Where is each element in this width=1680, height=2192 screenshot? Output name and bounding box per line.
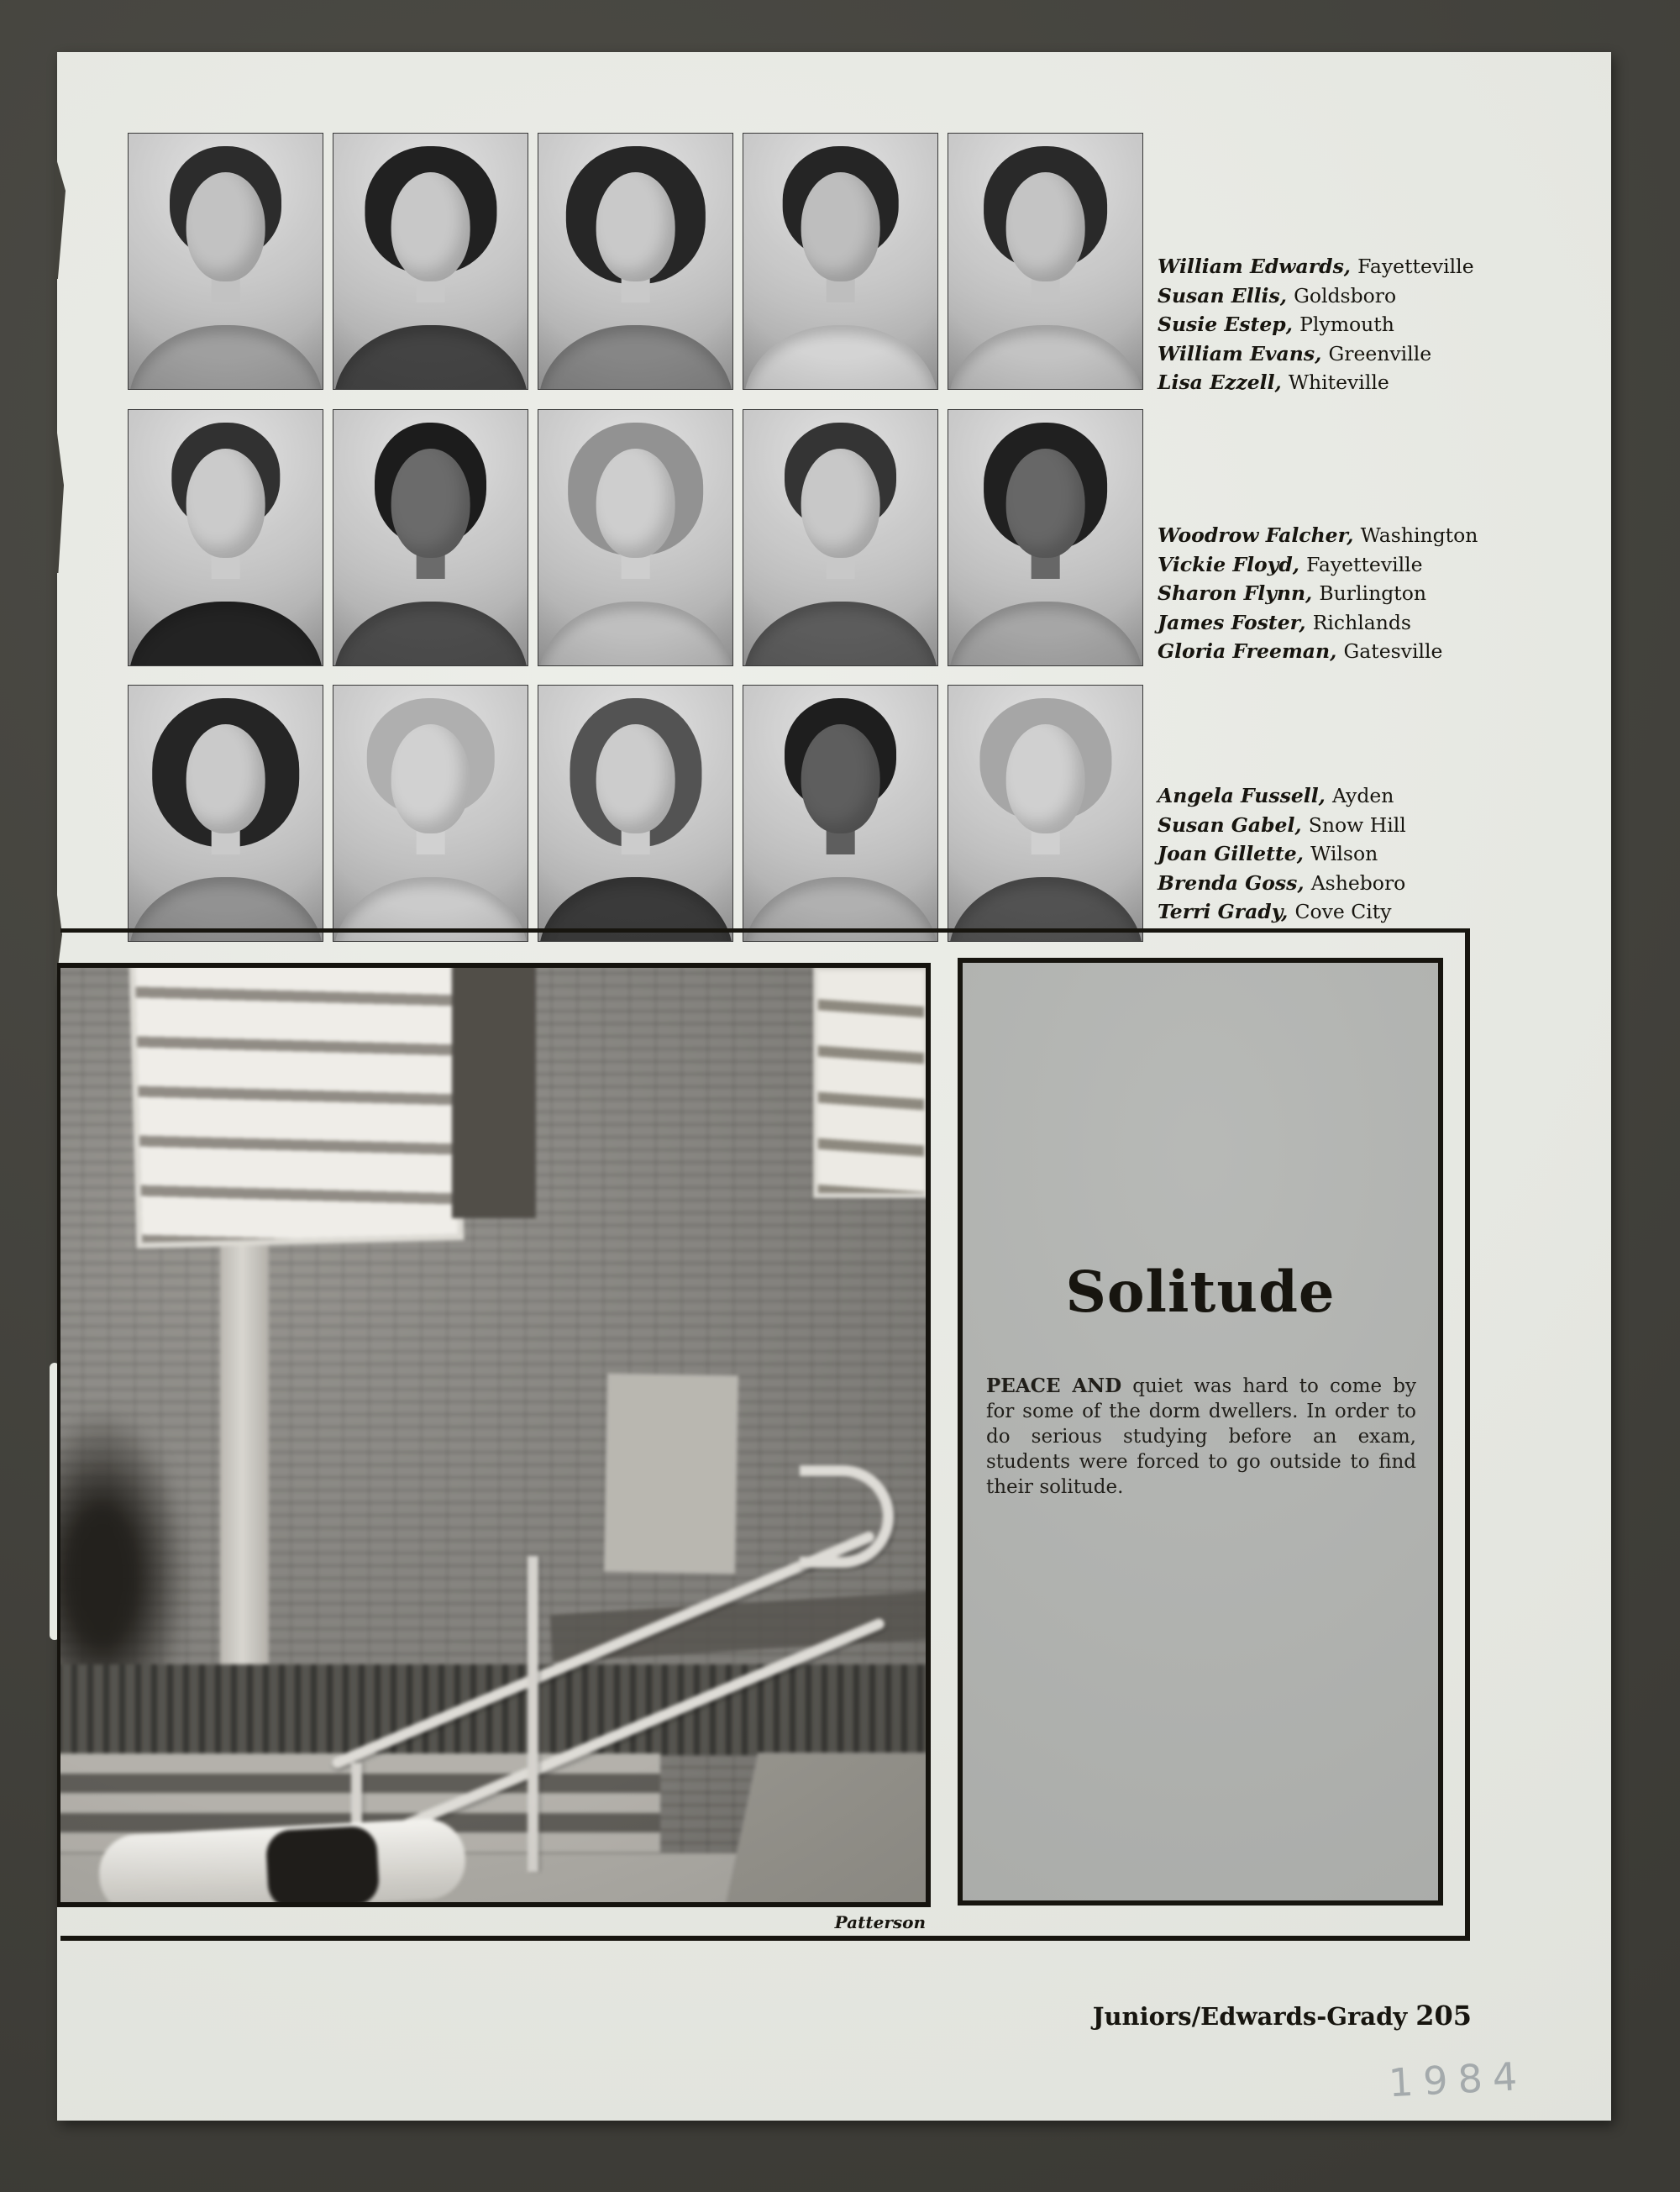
student-entry: [1158, 839, 1611, 869]
photo-credit: Patterson: [834, 1912, 926, 1932]
student-city: Cove City: [1294, 900, 1392, 923]
page-number: 205: [1415, 2000, 1472, 2032]
portrait-photo: [333, 409, 528, 666]
student-name: Woodrow Falcher,: [1158, 523, 1361, 547]
student-name: William Edwards,: [1158, 255, 1358, 278]
photo-vignette: [60, 968, 926, 1902]
student-entry: [1158, 869, 1611, 898]
portrait-vignette: [743, 410, 937, 665]
portrait-photo: [128, 685, 323, 942]
portrait-vignette: [333, 134, 528, 389]
student-city: Fayetteville: [1306, 552, 1423, 576]
student-city: Burlington: [1319, 581, 1426, 605]
student-city: Fayetteville: [1357, 255, 1474, 278]
portrait-photo: [333, 133, 528, 390]
portrait-photo: [538, 133, 733, 390]
portrait-photo: [743, 133, 938, 390]
student-city: Whiteville: [1288, 371, 1389, 394]
campus-photo: [57, 963, 931, 1907]
student-name: James Foster,: [1158, 610, 1313, 634]
student-name: Vickie Floyd,: [1158, 552, 1307, 576]
student-entry: [1158, 637, 1611, 666]
student-entry: [1158, 339, 1611, 369]
portrait-photo: [128, 133, 323, 390]
portrait-photo: [538, 409, 733, 666]
portrait-photo: [743, 409, 938, 666]
student-city: Wilson: [1310, 842, 1378, 865]
student-name: Susie Estep,: [1158, 313, 1300, 336]
portrait-vignette: [333, 410, 528, 665]
student-name: Sharon Flynn,: [1158, 581, 1320, 605]
student-city: Greenville: [1328, 341, 1432, 365]
portrait-vignette: [129, 410, 323, 665]
student-entry: [1158, 550, 1611, 580]
student-name: William Evans,: [1158, 341, 1329, 365]
student-name: Susan Gabel,: [1158, 812, 1309, 837]
portrait-vignette: [538, 410, 732, 665]
torn-edge-artifact: [55, 413, 64, 573]
portrait-vignette: [948, 686, 1142, 941]
portrait-photo: [743, 685, 938, 942]
portrait-vignette: [129, 686, 323, 941]
portrait-vignette: [538, 134, 732, 389]
student-city: Asheboro: [1310, 870, 1406, 895]
student-name: Angela Fussell,: [1158, 784, 1333, 807]
portrait-photo: [333, 685, 528, 942]
student-city: Gatesville: [1343, 639, 1443, 663]
yearbook-page: [57, 52, 1611, 2121]
student-city: Washington: [1360, 523, 1478, 547]
student-entry: [1158, 310, 1611, 339]
portrait-vignette: [948, 410, 1142, 665]
name-list-row-1: [1158, 252, 1611, 397]
torn-edge-artifact: [55, 153, 66, 279]
student-entry: [1158, 897, 1611, 927]
portrait-vignette: [333, 686, 528, 941]
feature-title: Solitude: [1065, 1259, 1336, 1325]
student-name: Terri Grady,: [1158, 900, 1295, 923]
student-entry: [1158, 781, 1611, 811]
portrait-vignette: [538, 686, 732, 941]
student-entry: [1158, 281, 1611, 311]
name-list-row-2: [1158, 521, 1611, 666]
handwritten-year-note: 1984: [1387, 2053, 1529, 2106]
student-city: Goldsboro: [1294, 283, 1397, 308]
portrait-photo: [128, 409, 323, 666]
solitude-panel: [958, 958, 1443, 1906]
name-list-row-3: [1158, 781, 1611, 927]
student-name: Lisa Ezzell,: [1158, 371, 1289, 394]
student-name: Brenda Goss,: [1158, 870, 1311, 895]
student-entry: [1158, 252, 1611, 281]
student-name: Joan Gillette,: [1158, 842, 1311, 865]
student-entry: [1158, 608, 1611, 638]
portrait-vignette: [948, 134, 1142, 389]
feature-body-text: quiet was hard to come by for some of the dorm dwellers. In order to do serious studying before an exam, students were forced to go outside to find their solitude.: [986, 1375, 1416, 1498]
portrait-photo: [948, 409, 1143, 666]
student-entry: [1158, 811, 1611, 840]
student-city: Ayden: [1332, 784, 1394, 807]
portrait-photo: [538, 685, 733, 942]
student-name: Gloria Freeman,: [1158, 639, 1344, 663]
page-footer: [57, 2000, 1472, 2032]
student-name: Susan Ellis,: [1158, 283, 1294, 308]
portrait-photo: [948, 685, 1143, 942]
portrait-vignette: [129, 134, 323, 389]
portrait-vignette: [743, 134, 937, 389]
student-entry: [1158, 521, 1611, 550]
student-city: Snow Hill: [1308, 812, 1406, 837]
footer-section-label: Juniors/Edwards-Grady: [1092, 2002, 1408, 2031]
portrait-vignette: [743, 686, 937, 941]
student-city: Plymouth: [1299, 313, 1394, 336]
feature-lead-in: PEACE AND: [986, 1375, 1122, 1397]
student-city: Richlands: [1312, 610, 1411, 634]
student-entry: [1158, 368, 1611, 397]
student-entry: [1158, 579, 1611, 608]
portrait-photo: [948, 133, 1143, 390]
feature-paragraph: [986, 1374, 1416, 1500]
